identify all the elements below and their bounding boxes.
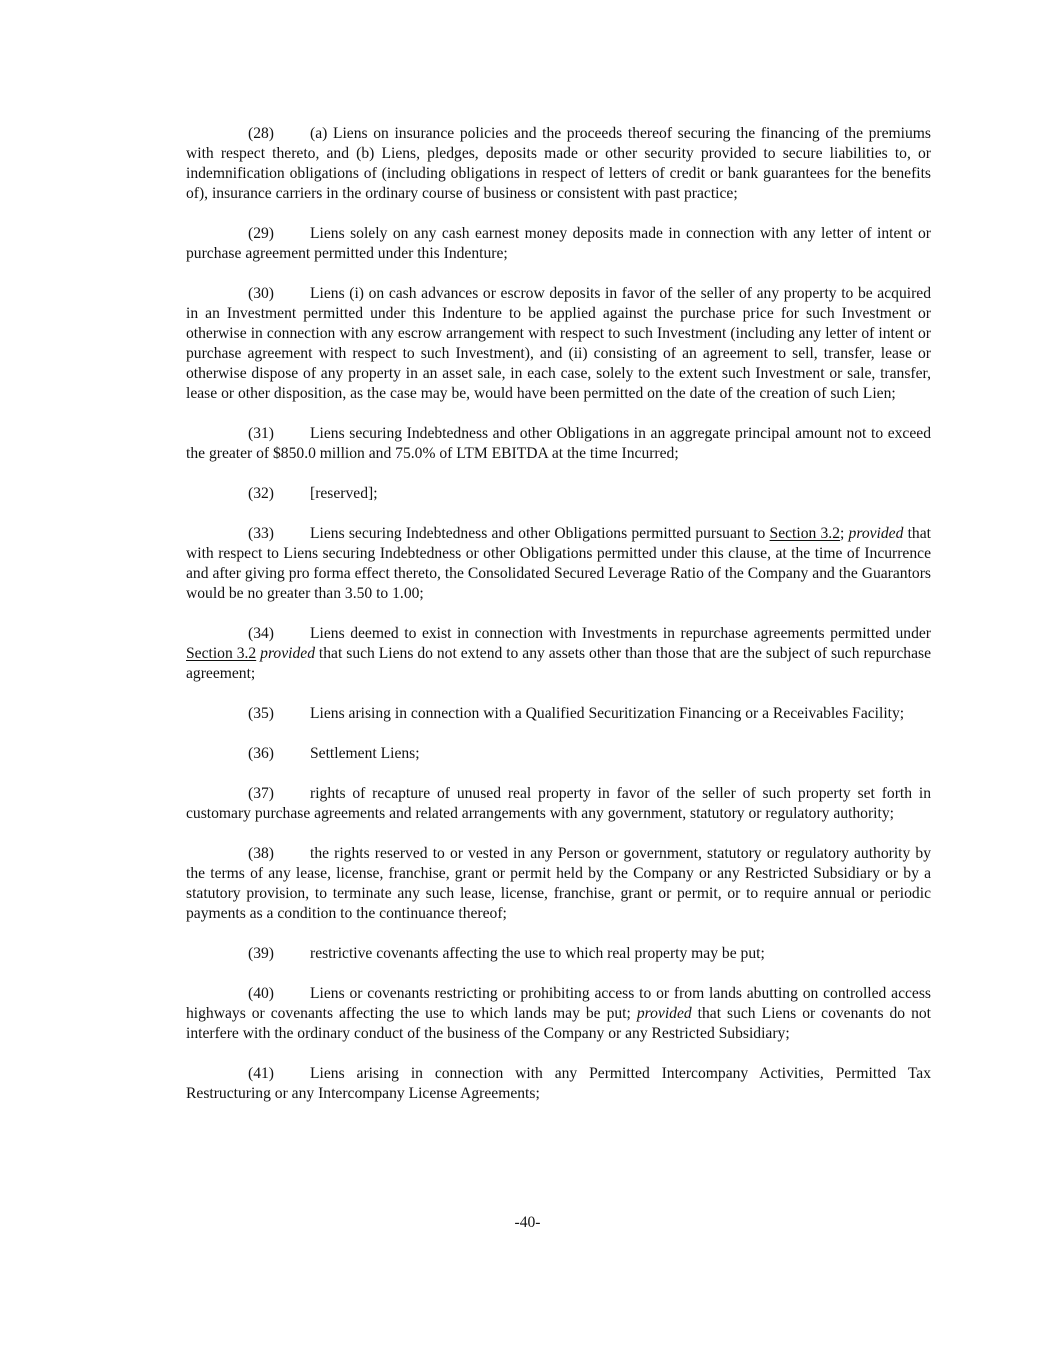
clause-text: rights of recapture of unused real property in favor of the seller of such property set forth in customary purchase agreements and related arrangements with any government, statutory or regulatory authority; [186,785,931,822]
clause-text: Settlement Liens; [310,745,420,762]
clause-number: (32) [248,485,274,502]
clause-number: (40) [248,985,274,1002]
clause-paragraph [186,624,931,684]
clause-paragraph [186,484,931,504]
clause-paragraph [186,1064,931,1104]
clause-text: Liens solely on any cash earnest money deposits made in connection with any letter of intent or purchase agreement permitted under this Indenture; [186,225,931,262]
clause-paragraph [186,524,931,604]
clause-text: the rights reserved to or vested in any Person or government, statutory or regulatory authority by the terms of any lease, license, franchise, grant or permit held by the Company or any Restricted Subsidiary or by a statutory provision, to terminate any such lease, license, franchise, grant or permit, or to require annual or periodic payments as a condition to the continuance thereof; [186,845,931,922]
clause-paragraph [186,124,931,204]
clause-number: (28) [248,125,274,142]
clause-text: ; [840,525,849,542]
clause-number: (29) [248,225,274,242]
clause-number: (30) [248,285,274,302]
emphasis-text: provided [260,645,315,662]
clause-text: that with respect to Liens securing Indebtedness or other Obligations permitted under this clause, at the time of Incurrence and after giving pro forma effect thereto, the Consolidated Secured Leverage Ratio of the Company and the Guarantors would be no greater than 3.50 to 1.00; [186,525,931,602]
clause-paragraph [186,704,931,724]
emphasis-text: provided [636,1005,692,1022]
clause-number: (38) [248,845,274,862]
clause-text: Liens securing Indebtedness and other Obligations in an aggregate principal amount not to exceed the greater of $850.0 million and 75.0% of LTM EBITDA at the time Incurred; [186,425,931,462]
section-reference: Section 3.2 [186,645,257,662]
clause-paragraph [186,224,931,264]
document-body [186,124,931,1124]
clause-number: (37) [248,785,274,802]
clause-paragraph [186,744,931,764]
clause-text: Liens (i) on cash advances or escrow deposits in favor of the seller of any property to be acquired in an Investment permitted under this Indenture to be applied against the purchase price for such Investment or otherwise in connection with any escrow arrangement with respect to such Investment (including any letter of intent or purchase agreement with respect to such Investment), and (ii) consisting of an agreement to sell, transfer, lease or otherwise dispose of any property in an asset sale, in each case, solely to the extent such Investment or sale, transfer, lease or other disposition, as the case may be, would have been permitted on the date of the creation of such Lien; [186,285,931,402]
clause-number: (33) [248,525,274,542]
clause-paragraph [186,984,931,1044]
clause-paragraph [186,424,931,464]
clause-text: Liens securing Indebtedness and other Obligations permitted pursuant to [310,525,770,542]
clause-text: Liens deemed to exist in connection with Investments in repurchase agreements permitted under [310,625,931,642]
clause-number: (35) [248,705,274,722]
clause-text: restrictive covenants affecting the use to which real property may be put; [310,945,765,962]
clause-text: (a) Liens on insurance policies and the proceeds thereof securing the financing of the premiums with respect thereto, and (b) Liens, pledges, deposits made or other security provided to secure liabilities to, or indemnification obligations of (including obligations in respect of letters of credit or bank guarantees for the benefits of), insurance carriers in the ordinary course of business or consistent with past practice; [186,125,931,202]
clause-text: that such Liens do not extend to any assets other than those that are the subject of such repurchase agreement; [186,645,931,682]
page-number: -40- [514,1214,541,1231]
clause-text: that such Liens or covenants do not interfere with the ordinary conduct of the business of the Company or any Restricted Subsidiary; [186,1005,931,1042]
clause-text: Liens arising in connection with any Permitted Intercompany Activities, Permitted Tax Restructuring or any Intercompany License Agreements; [186,1065,931,1102]
clause-number: (41) [248,1065,274,1082]
clause-number: (31) [248,425,274,442]
clause-paragraph [186,284,931,404]
clause-number: (39) [248,945,274,962]
emphasis-text: provided [848,525,904,542]
clause-paragraph [186,784,931,824]
clause-paragraph [186,844,931,924]
clause-number: (36) [248,745,274,762]
clause-paragraph [186,944,931,964]
clause-text: Liens or covenants restricting or prohibiting access to or from lands abutting on controlled access highways or covenants affecting the use to which lands may be put; [186,985,931,1022]
section-reference: Section 3.2 [769,525,841,542]
clause-text: Liens arising in connection with a Qualified Securitization Financing or a Receivables Facility; [310,705,905,722]
clause-text: [reserved]; [310,485,378,502]
clause-number: (34) [248,625,274,642]
